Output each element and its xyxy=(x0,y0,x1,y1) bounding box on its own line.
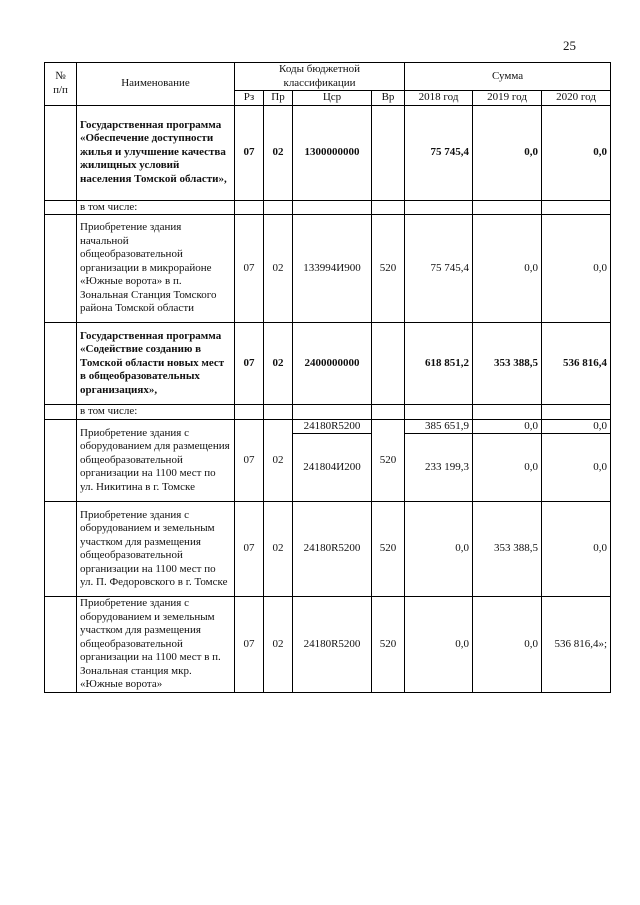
cell-rz: 07 xyxy=(235,419,264,502)
cell-name: Приобретение здания с оборудованием и земельным участком для размещения общеобразовательной организации на 1100 мест по ул. П. Федоровского в г. Томске xyxy=(77,502,235,597)
cell-rz: 07 xyxy=(235,323,264,405)
cell-pr: 02 xyxy=(264,323,293,405)
table-row-item-3 xyxy=(45,502,611,597)
table-row-item-2a xyxy=(45,419,611,434)
table-row-item-1 xyxy=(45,215,611,323)
cell-2020: 0,0 xyxy=(542,215,611,323)
cell-2018-a: 385 651,9 xyxy=(405,419,473,434)
cell-rz: 07 xyxy=(235,215,264,323)
cell-num xyxy=(45,419,77,502)
cell-csr: 24180R5200 xyxy=(293,502,372,597)
cell-2020: 536 816,4»; xyxy=(542,597,611,693)
cell-rz: 07 xyxy=(235,105,264,200)
table-row-incl-2 xyxy=(45,405,611,420)
cell-rz: 07 xyxy=(235,597,264,693)
cell-vr: 520 xyxy=(372,215,405,323)
header-2019: 2019 год xyxy=(473,91,542,106)
cell-pr: 02 xyxy=(264,502,293,597)
cell-2018: 0,0 xyxy=(405,597,473,693)
header-pr: Пр xyxy=(264,91,293,106)
cell-2019-a: 0,0 xyxy=(473,419,542,434)
cell-csr: 133994И900 xyxy=(293,215,372,323)
cell-csr: 1300000000 xyxy=(293,105,372,200)
cell-pr: 02 xyxy=(264,597,293,693)
cell-vr xyxy=(372,323,405,405)
cell-name: Государственная программа «Содействие созданию в Томской области новых мест в общеобразовательных организациях», xyxy=(77,323,235,405)
cell-2020: 0,0 xyxy=(542,105,611,200)
cell-name: Государственная программа «Обеспечение доступности жилья и улучшение качества жилищных условий населения Томской области», xyxy=(77,105,235,200)
cell-num xyxy=(45,215,77,323)
page-number: 25 xyxy=(563,38,576,53)
cell-pr: 02 xyxy=(264,105,293,200)
table-row-incl-1 xyxy=(45,200,611,215)
cell-2019: 0,0 xyxy=(473,105,542,200)
cell-2019: 0,0 xyxy=(473,215,542,323)
cell-vr: 520 xyxy=(372,597,405,693)
cell-name: в том числе: xyxy=(77,200,235,215)
cell-2018: 0,0 xyxy=(405,502,473,597)
cell-name: Приобретение здания начальной общеобразовательной организации в микрорайоне «Южные ворота» в п. Зональная Станция Томского района Томской области xyxy=(77,215,235,323)
cell-num xyxy=(45,323,77,405)
cell-name: Приобретение здания с оборудованием и земельным участком для размещения общеобразовательной организации на 1100 мест в п. Зональная станция мкр. «Южные ворота» xyxy=(77,597,235,693)
cell-name: в том числе: xyxy=(77,405,235,420)
header-codes: Коды бюджетной классификации xyxy=(235,63,405,91)
cell-num xyxy=(45,502,77,597)
header-vr: Вр xyxy=(372,91,405,106)
cell-vr: 520 xyxy=(372,502,405,597)
cell-2020-a: 0,0 xyxy=(542,419,611,434)
header-rz: Рз xyxy=(235,91,264,106)
cell-2018: 618 851,2 xyxy=(405,323,473,405)
cell-vr: 520 xyxy=(372,419,405,502)
cell-pr: 02 xyxy=(264,215,293,323)
cell-2018-b: 233 199,3 xyxy=(405,434,473,502)
header-name: Наименование xyxy=(77,63,235,106)
cell-2019: 0,0 xyxy=(473,597,542,693)
header-csr: Цср xyxy=(293,91,372,106)
cell-vr xyxy=(372,105,405,200)
cell-2019: 353 388,5 xyxy=(473,323,542,405)
table-row-program-2 xyxy=(45,323,611,405)
header-sum: Сумма xyxy=(405,63,611,91)
cell-name: Приобретение здания с оборудованием для размещения общеобразовательной организации на 1100 мест по ул. Никитина в г. Томске xyxy=(77,419,235,502)
header-row-1 xyxy=(45,63,611,91)
cell-num xyxy=(45,597,77,693)
header-num: № п/п xyxy=(45,63,77,106)
header-2018: 2018 год xyxy=(405,91,473,106)
cell-csr: 24180R5200 xyxy=(293,597,372,693)
cell-rz: 07 xyxy=(235,502,264,597)
cell-2018: 75 745,4 xyxy=(405,105,473,200)
budget-table xyxy=(44,62,611,693)
cell-2018: 75 745,4 xyxy=(405,215,473,323)
cell-2020: 0,0 xyxy=(542,502,611,597)
cell-num xyxy=(45,105,77,200)
header-2020: 2020 год xyxy=(542,91,611,106)
cell-2020-b: 0,0 xyxy=(542,434,611,502)
table-row-program-1 xyxy=(45,105,611,200)
cell-2020: 536 816,4 xyxy=(542,323,611,405)
cell-csr-a: 24180R5200 xyxy=(293,419,372,434)
table-row-item-4 xyxy=(45,597,611,693)
cell-pr: 02 xyxy=(264,419,293,502)
cell-csr-b: 241804И200 xyxy=(293,434,372,502)
cell-2019-b: 0,0 xyxy=(473,434,542,502)
cell-2019: 353 388,5 xyxy=(473,502,542,597)
cell-csr: 2400000000 xyxy=(293,323,372,405)
